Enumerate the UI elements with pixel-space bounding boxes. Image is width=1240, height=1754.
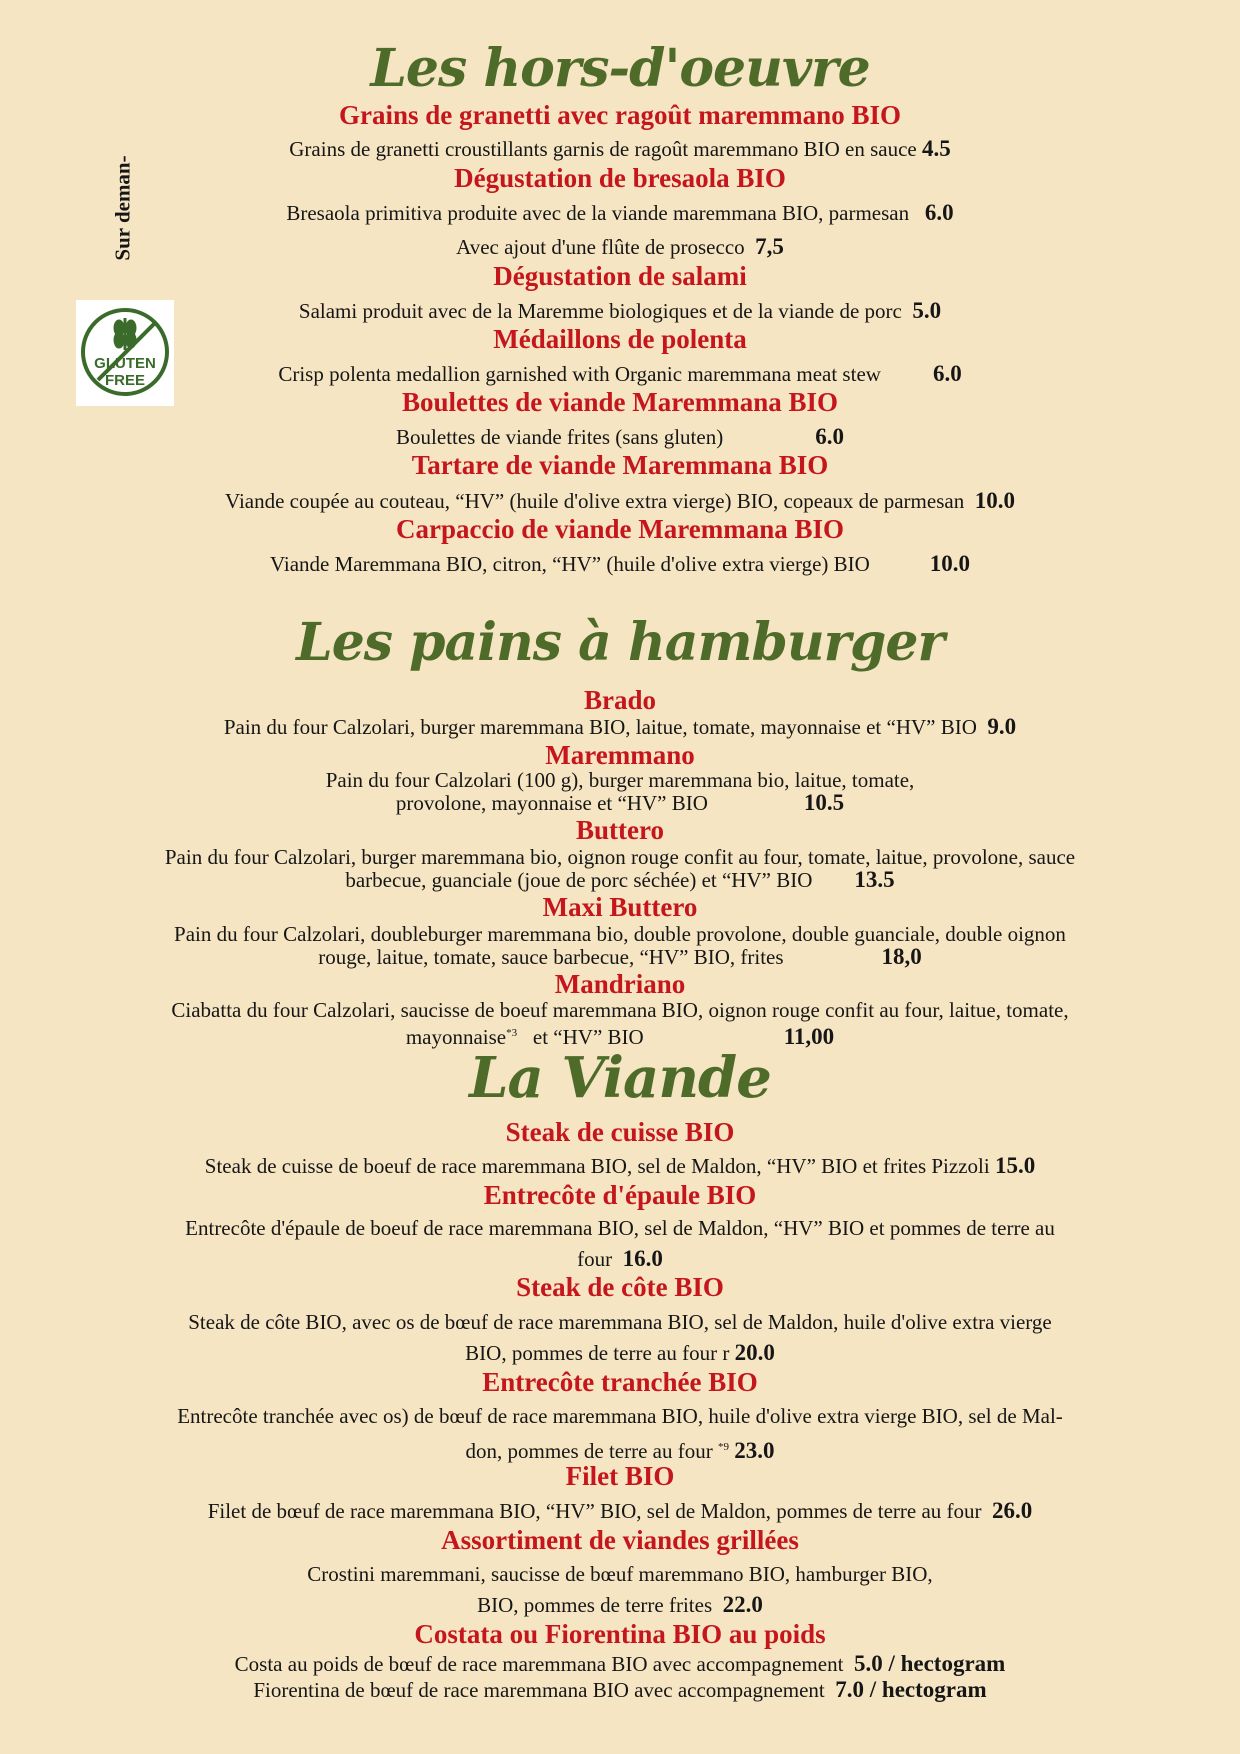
- dish-description: rouge, laitue, tomate, sauce barbecue, “HV” BIO, frites 18,0: [318, 944, 922, 969]
- price: 6.0: [924, 200, 954, 225]
- dish-description: Pain du four Calzolari, burger maremmana bio, oignon rouge confit au four, tomate, laitue, provolone, sauce: [164, 845, 1076, 869]
- price: 20.0: [734, 1340, 775, 1365]
- dish-title: Entrecôte tranchée BIO: [482, 1367, 758, 1397]
- dish-description: don, pommes de terre au four $^{*9}$ 23.0: [465, 1438, 775, 1463]
- section-title-hamburger: Les pains à hamburger: [296, 612, 944, 673]
- dish-description: Steak de cuisse de boeuf de race maremmana BIO, sel de Maldon, “HV” BIO et frites Pizzoli 15.0: [204, 1153, 1036, 1178]
- dish-title: Dégustation de bresaola BIO: [454, 163, 786, 193]
- dish-description: four 16.0: [577, 1246, 663, 1271]
- dish-title: Maremmano: [545, 740, 695, 770]
- price: 9.0: [987, 714, 1017, 739]
- dish-description: Pain du four Calzolari, doubleburger maremmana bio, double provolone, double guanciale, double oignon: [174, 922, 1066, 946]
- dish-description: Pain du four Calzolari (100 g), burger maremmana bio, laitue, tomate,: [325, 768, 915, 792]
- price: 23.0: [734, 1438, 775, 1463]
- dish-description: Pain du four Calzolari, burger maremmana BIO, laitue, tomate, mayonnaise et “HV” BIO 9.0: [223, 714, 1017, 739]
- dish-title: Assortiment de viandes grillées: [441, 1525, 799, 1555]
- dish-title: Boulettes de viande Maremmana BIO: [402, 387, 838, 417]
- dish-title: Carpaccio de viande Maremmana BIO: [396, 514, 844, 544]
- section-title-viande: La Viande: [469, 1045, 771, 1111]
- dish-title: Grains de granetti avec ragoût maremmano BIO: [339, 100, 901, 130]
- price: 26.0: [992, 1498, 1033, 1523]
- dish-description: Avec ajout d'une flûte de prosecco 7,5: [456, 234, 784, 259]
- price: 7.0 / hectogram: [835, 1677, 987, 1702]
- price: 5.0 / hectogram: [853, 1651, 1006, 1676]
- dish-description: BIO, pommes de terre frites 22.0: [477, 1592, 763, 1617]
- dish-title: Maxi Buttero: [542, 892, 698, 922]
- dish-description: Grains de granetti croustillants garnis de ragoût maremmano BIO en sauce 4.5: [289, 136, 951, 161]
- price: 4.5: [921, 136, 951, 161]
- price: 10.5: [803, 790, 845, 815]
- price: 16.0: [622, 1246, 663, 1271]
- dish-description: Viande Maremmana BIO, citron, “HV” (huile d'olive extra vierge) BIO 10.0: [269, 551, 971, 576]
- price: 18,0: [881, 944, 922, 969]
- svg-text:GLUTEN: GLUTEN: [94, 355, 156, 372]
- dish-title: Dégustation de salami: [493, 261, 747, 291]
- dish-title: Brado: [583, 685, 656, 715]
- side-note: Sur deman-: [110, 155, 135, 261]
- dish-description: Ciabatta du four Calzolari, saucisse de boeuf maremmana BIO, oignon rouge confit au four, laitue, tomate,: [171, 998, 1069, 1022]
- dish-description: Steak de côte BIO, avec os de bœuf de race maremmana BIO, sel de Maldon, huile d'olive extra vierge: [188, 1310, 1052, 1334]
- price: 7,5: [755, 234, 784, 259]
- dish-description: BIO, pommes de terre au four r 20.0: [465, 1340, 775, 1365]
- dish-description: Bresaola primitiva produite avec de la viande maremmana BIO, parmesan 6.0: [286, 200, 954, 225]
- price: 13.5: [854, 867, 895, 892]
- price: 11,00: [783, 1024, 835, 1049]
- dish-description: Boulettes de viande frites (sans gluten) 6.0: [396, 424, 844, 449]
- dish-title: Filet BIO: [565, 1461, 675, 1491]
- dish-title: Steak de côte BIO: [516, 1272, 724, 1302]
- dish-description: Filet de bœuf de race maremmana BIO, “HV” BIO, sel de Maldon, pommes de terre au four 26.0: [207, 1498, 1033, 1523]
- dish-title: Costata ou Fiorentina BIO au poids: [414, 1619, 826, 1649]
- dish-description: provolone, mayonnaise et “HV” BIO 10.5: [395, 790, 845, 815]
- price: 6.0: [932, 361, 962, 386]
- dish-title: Entrecôte d'épaule BIO: [483, 1180, 757, 1210]
- dish-description: Costa au poids de bœuf de race maremmana BIO avec accompagnement 5.0 / hectogram: [234, 1651, 1006, 1676]
- price: 5.0: [912, 298, 942, 323]
- price: 10.0: [974, 488, 1015, 513]
- dish-description: Fiorentina de bœuf de race maremmana BIO avec accompagnement 7.0 / hectogram: [253, 1677, 987, 1702]
- dish-title: Steak de cuisse BIO: [505, 1117, 735, 1147]
- price: 6.0: [815, 424, 844, 449]
- dish-description: Crostini maremmani, saucisse de bœuf maremmano BIO, hamburger BIO,: [307, 1562, 933, 1586]
- dish-description: mayonnaise$^{*3}$ et “HV” BIO 11,00: [405, 1024, 835, 1049]
- svg-text:FREE: FREE: [104, 372, 146, 389]
- dish-title: Mandriano: [554, 969, 686, 999]
- dish-description: Entrecôte d'épaule de boeuf de race maremmana BIO, sel de Maldon, “HV” BIO et pommes de terre au: [185, 1216, 1055, 1240]
- dish-description: Viande coupée au couteau, “HV” (huile d'olive extra vierge) BIO, copeaux de parmesan 10.0: [225, 488, 1015, 513]
- price: 15.0: [994, 1153, 1036, 1178]
- dish-description: Salami produit avec de la Maremme biologiques et de la viande de porc 5.0: [298, 298, 942, 323]
- section-title-hors-doeuvre: Les hors-d'oeuvre: [370, 38, 870, 99]
- price: 10.0: [929, 551, 971, 576]
- dish-title: Tartare de viande Maremmana BIO: [411, 450, 829, 480]
- dish-description: Entrecôte tranchée avec os) de bœuf de race maremmana BIO, huile d'olive extra vierge BIO, sel de Mal-: [177, 1404, 1063, 1428]
- price: 22.0: [722, 1592, 763, 1617]
- dish-title: Médaillons de polenta: [493, 324, 747, 354]
- dish-description: barbecue, guanciale (joue de porc séchée) et “HV” BIO 13.5: [345, 867, 895, 892]
- dish-title: Buttero: [576, 815, 664, 845]
- dish-description: Crisp polenta medallion garnished with Organic maremmana meat stew 6.0: [278, 361, 962, 386]
